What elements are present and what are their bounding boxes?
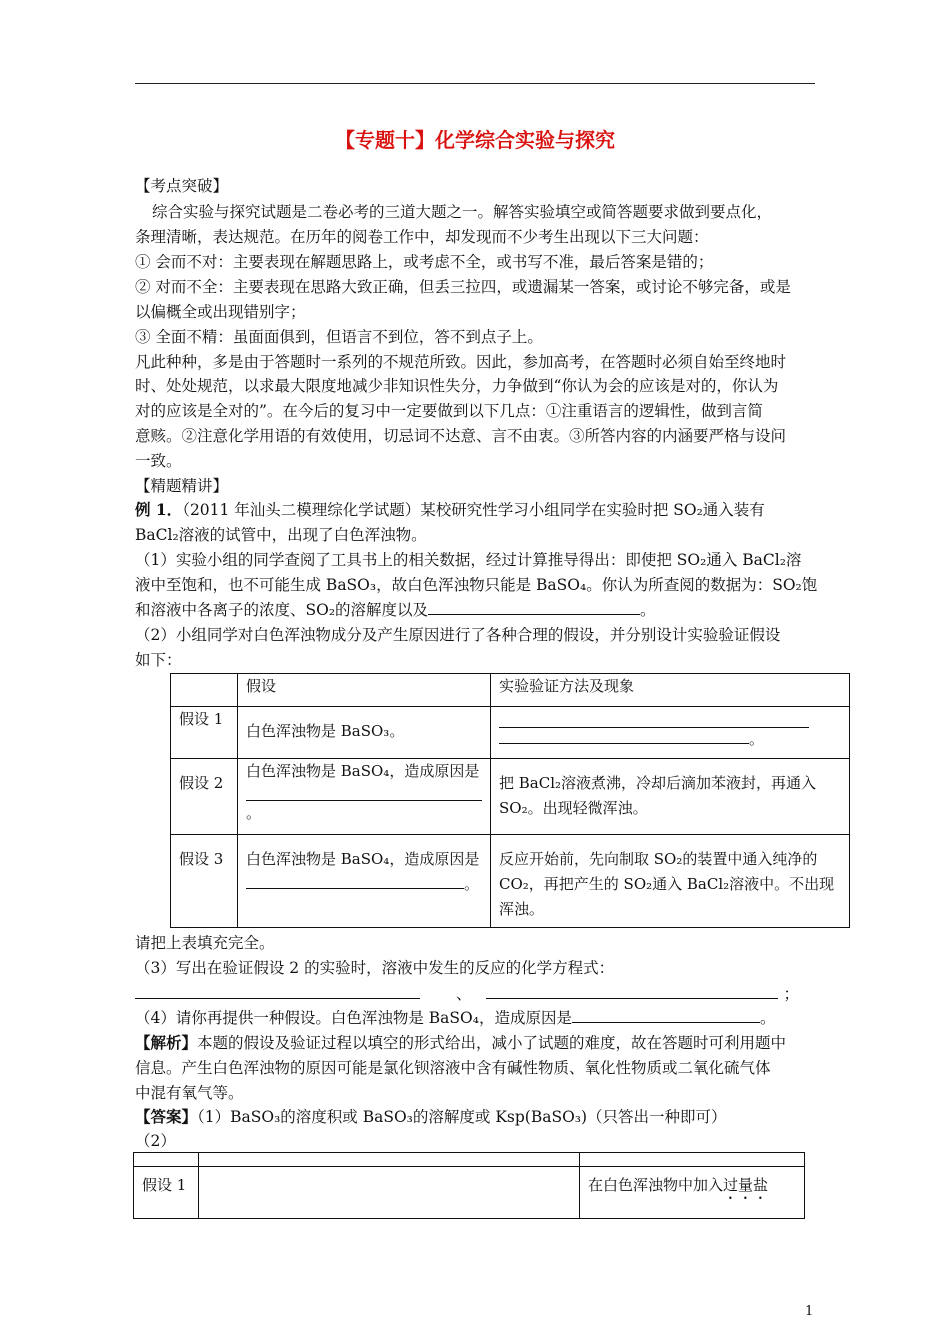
answer-table [133, 1152, 805, 1219]
analysis-line: 【解析】本题的假设及验证过程以填空的形式给出，减小了试题的难度，故在答题时可利用题中 [135, 1033, 787, 1052]
section-heading-jingti: 【精题精讲】 [135, 477, 229, 495]
method-cell: 把 BaCl₂溶液煮沸，冷却后滴加苯液封，再通入 SO₂。出现轻微浑浊。 [491, 759, 850, 835]
method-cell: 反应开始前，先向制取 SO₂的装置中通入纯净的 CO₂，再把产生的 SO₂通入 BaCl₂溶液中。不出现 浑浊。 [491, 835, 850, 928]
question-1-line: 液中至饱和，也不可能生成 BaSO₃，故白色浑浊物只能是 BaSO₄。你认为所查阅的数据为：SO₂饱 [135, 576, 818, 594]
hypothesis-cell: 白色浑浊物是 BaSO₃。 [238, 707, 491, 759]
table-cell [134, 1153, 199, 1167]
paragraph-line: 意赅。②注意化学用语的有效使用，切忌词不达意、言不由衷。③所答内容的内涵要严格与设问 [135, 427, 787, 445]
answer-line: 【答案】（1）BaSO₃的溶度积或 BaSO₃的溶解度或 Ksp(BaSO₃)（只答出一种即可） [135, 1107, 727, 1126]
answer-blank [499, 711, 809, 728]
analysis-line: 中混有氧气等。 [135, 1084, 244, 1102]
question-2-line: 如下： [135, 651, 182, 669]
row-label: 假设 2 [171, 759, 238, 835]
analysis-line: 信息。产生白色浑浊物的原因可能是氯化钡溶液中含有碱性物质、氧化性物质或二氧化硫气体 [135, 1059, 771, 1077]
table-cell [199, 1167, 580, 1219]
list-item: ② 对而不全：主要表现在思路大致正确，但丢三拉四，或遗漏某一答案，或讨论不够完备，或是 [135, 278, 791, 296]
row-label: 假设 3 [171, 835, 238, 928]
header-rule [135, 83, 815, 84]
table-cell [580, 1153, 805, 1167]
answer-line: （2） [135, 1132, 176, 1150]
answer-blank [486, 983, 778, 999]
hypothesis-cell: 白色浑浊物是 BaSO₄，造成原因是 。 [238, 759, 491, 835]
hypothesis-table [170, 673, 850, 928]
paragraph-line: 凡此种种，多是由于答题时一系列的不规范所致。因此，参加高考，在答题时必须自始至终地时 [135, 353, 787, 371]
question-3-answer-line: 、 ； [135, 983, 799, 1005]
method-cell: 。 [491, 707, 850, 759]
example-line: BaCl₂溶液的试管中，出现了白色浑浊物。 [135, 526, 427, 544]
example-line: 例 1．（2011 年汕头二模理综化学试题）某校研究性学习小组同学在实验时把 SO₂通入装有 [135, 500, 765, 519]
table-header: 假设 [238, 674, 491, 707]
list-item: ① 会而不对：主要表现在解题思路上，或考虑不全，或书写不准，最后答案是错的； [135, 253, 714, 271]
instruction-line: 请把上表填充完全。 [135, 934, 275, 952]
paragraph-line: 一致。 [135, 452, 182, 470]
answer-blank [572, 1007, 760, 1023]
list-item-cont: 以偏概全或出现错别字； [135, 303, 306, 321]
hypothesis-cell: 白色浑浊物是 BaSO₄，造成原因是 。 [238, 835, 491, 928]
table-cell [171, 674, 238, 707]
table-header: 实验验证方法及现象 [491, 674, 850, 707]
emphasized-text: 过量盐 [723, 1176, 769, 1194]
method-cell: 在白色浑浊物中加入过量盐 [580, 1167, 805, 1219]
row-label: 假设 1 [171, 707, 238, 759]
row-label: 假设 1 [134, 1167, 199, 1219]
paragraph-line: 时、处处规范，以求最大限度地减少非知识性失分，力争做到“你认为会的应该是对的，你认为 [135, 377, 779, 395]
question-4-line: （4）请你再提供一种假设。白色浑浊物是 BaSO₄，造成原因是 。 [135, 1009, 776, 1027]
paragraph-line: 条理清晰，表达规范。在历年的阅卷工作中，却发现而不少考生出现以下三大问题： [135, 228, 709, 246]
page-number: 1 [805, 1304, 814, 1319]
answer-blank [499, 728, 749, 744]
answer-blank [428, 599, 640, 615]
page-title: 【专题十】化学综合实验与探究 [335, 128, 615, 152]
list-item: ③ 全面不精：虽面面俱到，但语言不到位，答不到点子上。 [135, 328, 543, 346]
question-1-line: 和溶液中各离子的浓度、SO₂的溶解度以及 。 [135, 601, 656, 619]
question-2-line: （2）小组同学对白色浑浊物成分及产生原因进行了各种合理的假设，并分别设计实验验证假设 [135, 626, 781, 644]
answer-blank [135, 983, 420, 999]
example-label: 例 1． [135, 500, 183, 519]
table-cell [199, 1153, 580, 1167]
answer-blank [246, 873, 464, 889]
paragraph-line: 综合实验与探究试题是二卷必考的三道大题之一。解答实验填空或简答题要求做到要点化， [152, 203, 773, 221]
question-3-line: （3）写出在验证假设 2 的实验时，溶液中发生的反应的化学方程式： [135, 959, 615, 977]
question-1-line: （1）实验小组的同学查阅了工具书上的相关数据，经过计算推导得出：即使把 SO₂通入 BaCl₂溶 [135, 551, 802, 569]
answer-blank [246, 784, 482, 801]
paragraph-line: 对的应该是全对的”。在今后的复习中一定要做到以下几点：①注重语言的逻辑性，做到言简 [135, 402, 763, 420]
section-heading-kaodian: 【考点突破】 [135, 177, 229, 195]
